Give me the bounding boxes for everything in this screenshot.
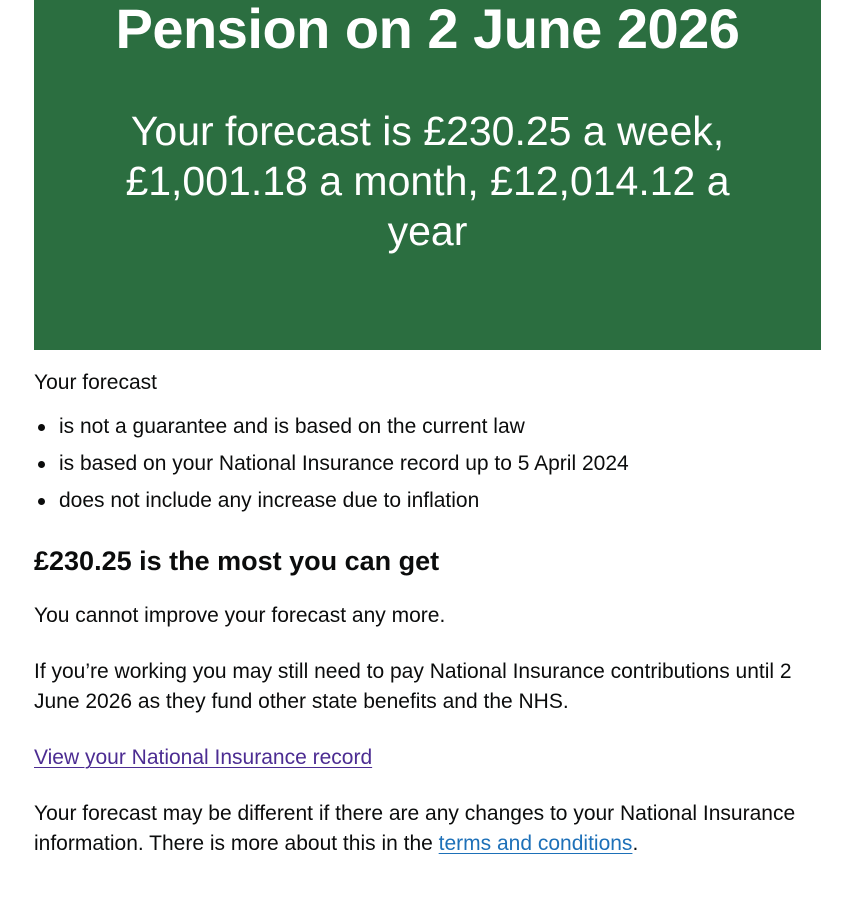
- forecast-panel: [34, 0, 821, 350]
- sentence-end: .: [632, 832, 639, 855]
- cannot-improve-text: You cannot improve your forecast any more.: [34, 604, 446, 627]
- forecast-may-differ-text: [34, 799, 821, 859]
- view-ni-record-link[interactable]: View your National Insurance record: [34, 746, 373, 769]
- ni-contributions-text: If you’re working you may still need to pay National Insurance contributions until 2 June 2026 as they fund other state benefits and the NHS.: [34, 660, 792, 713]
- max-amount-heading: £230.25 is the most you can get: [34, 546, 440, 576]
- list-item: is based on your National Insurance record up to 5 April 2024: [34, 449, 821, 479]
- terms-and-conditions-link[interactable]: terms and conditions: [438, 832, 633, 855]
- list-item: does not include any increase due to inflation: [34, 486, 821, 516]
- forecast-intro: Your forecast: [34, 371, 157, 394]
- panel-forecast-text: Your forecast is £230.25 a week, £1,001.18 a month, £12,014.12 a year: [125, 108, 730, 254]
- main-content: [34, 368, 821, 859]
- record-link-row: [34, 743, 821, 773]
- forecast-may-differ-body: Your forecast may be different if there are any changes to your National Insurance information. There is more about this in the: [34, 802, 796, 855]
- list-item: is not a guarantee and is based on the current law: [34, 412, 821, 442]
- panel-title: Pension on 2 June 2026: [115, 0, 740, 60]
- forecast-bullet-list: [34, 412, 821, 516]
